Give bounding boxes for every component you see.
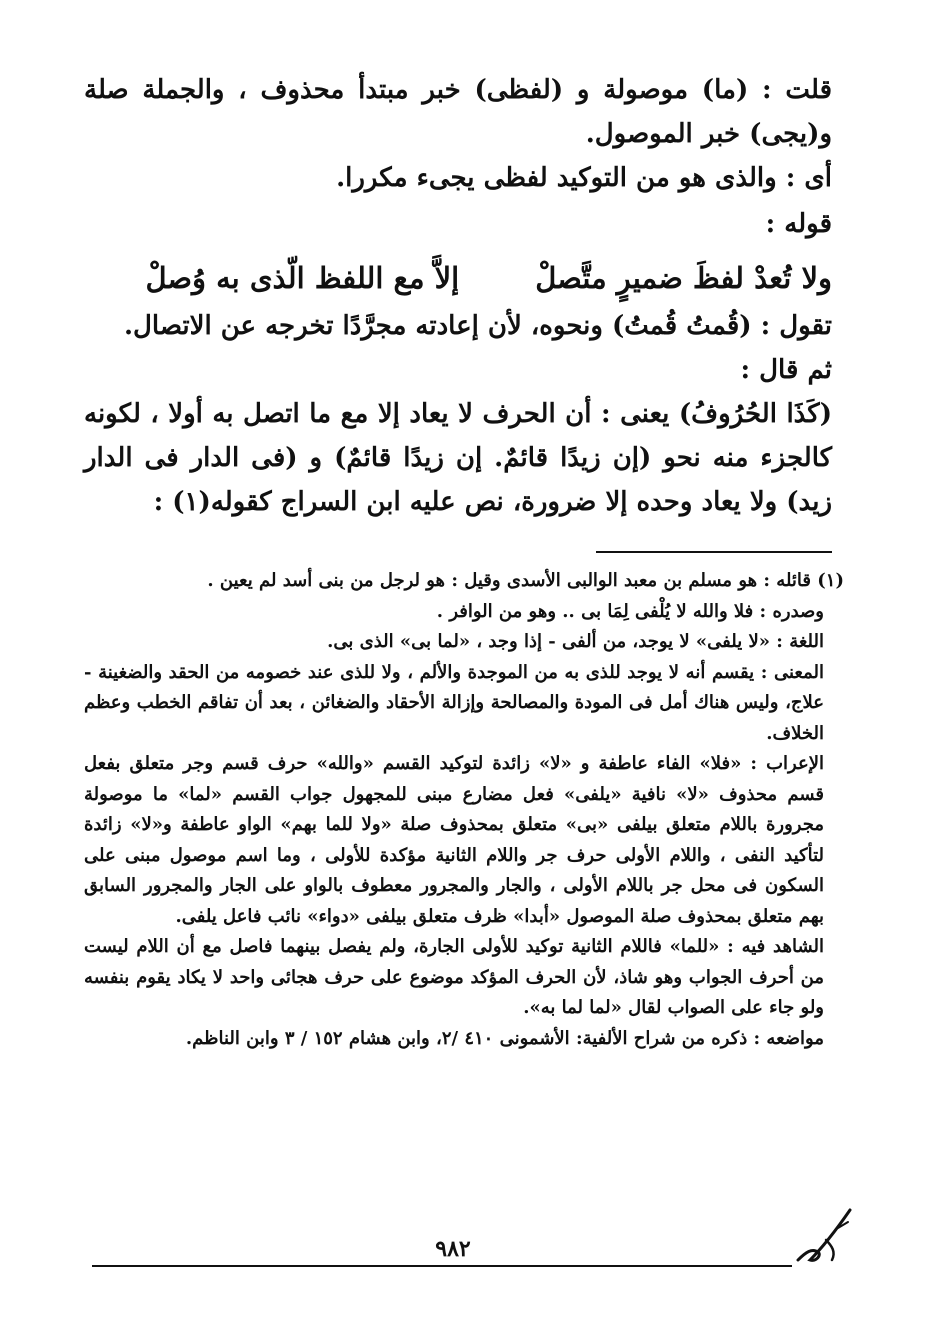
footnote-line: (١) قائله : هو مسلم بن معبد الوالبى الأسدى وقيل : هو لرجل من بنى أسد لم يعين . [207,570,844,591]
footnote-line: مواضعه : ذكره من شراح الألفية: الأشمونى ٤١٠ /٢، وابن هشام ١٥٢ / ٣ وابن الناظم. [185,1027,824,1049]
commentary-paragraph: تقول : (قُمتُ قُمتُ) ونحوه، لأن إعادته مجرَّدًا تخرجه عن الاتصال. [123,311,832,341]
verse-first-hemistich: ولا تُعدْ لفظَ ضميرٍ متَّصلْ [535,261,832,295]
page-number: ٩٨٢ [435,1236,471,1262]
commentary-paragraph: أى : والذى هو من التوكيد لفظى يجىء مكررا. [336,163,832,193]
commentary-paragraph: (كَذَا الحُرُوفُ) يعنى : أن الحرف لا يعاد إلا مع ما اتصل به أولا ، لكونه كالجزء منه نحو (إن زيدًا قائمٌ. إن زيدًا قائمٌ) و (فى الدار فى الدار زيد) ولا يعاد وحده إلا ضرورة، نص عليه ابن السراج كقوله(١) : [84,399,832,517]
footnote-line: اللغة : «لا يلفى» لا يوجد، من ألفى - إذا وجد ، «لما بى» الذى بى. [327,631,824,652]
footer-divider [92,1265,792,1267]
footnote-line: وصدره : فلا والله لا يُلْفى لِمَا بى .. وهو من الوافر . [436,600,824,622]
signature-mark-icon [792,1200,856,1270]
quote-intro: قوله : [765,209,832,239]
quote-intro: ثم قال : [740,355,832,385]
footnotes [84,566,844,1054]
poem-verse [84,252,832,304]
commentary-paragraph: قلت : (ما) موصولة و (لفظى) خبر مبتدأ محذوف ، والجملة صلة و(يجى) خبر الموصول. [84,75,832,149]
footnote-line: الإعراب : «فلا» الفاء عاطفة و «لا» زائدة لتوكيد القسم «والله» حرف قسم وجر متعلق بفعل قسم محذوف «لا» نافية «يلفى» فعل مضارع مبنى للمجهول جواب القسم «لما» ما موصولة مجرورة باللام متعلق بيلفى «بى» متعلق بمحذوف صلة «ولا للما بهم» الواو عاطفة و«لا» زائدة لتأكيد النفى ، واللام الأولى حرف جر واللام الثانية مؤكدة للأولى ، وما اسم موصول مبنى على السكون فى محل جر باللام الأولى ، والجار والمجرور معطوف بالواو على الجار والمجرور السابق بهم متعلق بمحذوف صلة الموصول «أبدا» ظرف متعلق بيلفى «دواء» نائب فاعل يلفى. [84,753,824,927]
footnote-line: المعنى : يقسم أنه لا يوجد للذى به من الموجدة والألم ، ولا للذى عند خصومه من الحقد والضغينة - علاج، وليس هناك أمل فى المودة والمصالحة وإزالة الأحقاد والضغائن ، بعد أن تفاقم الخطب وعظم الخلاف. [84,661,824,744]
footnote-divider [596,551,832,553]
main-text [84,68,832,524]
verse-second-hemistich: إلاَّ مع اللفظ الّذى به وُصلْ [145,261,460,295]
footnote-line: الشاهد فيه : «للما» فاللام الثانية توكيد للأولى الجارة، ولم يفصل بينهما فاصل مع أن اللام ليست من أحرف الجواب وهو شاذ، لأن الحرف المؤكد موضوع على حرف هجائى واحد لا يكاد يقوم بنفسه ولو جاء على الصواب لقال «لما لما به». [84,936,824,1018]
